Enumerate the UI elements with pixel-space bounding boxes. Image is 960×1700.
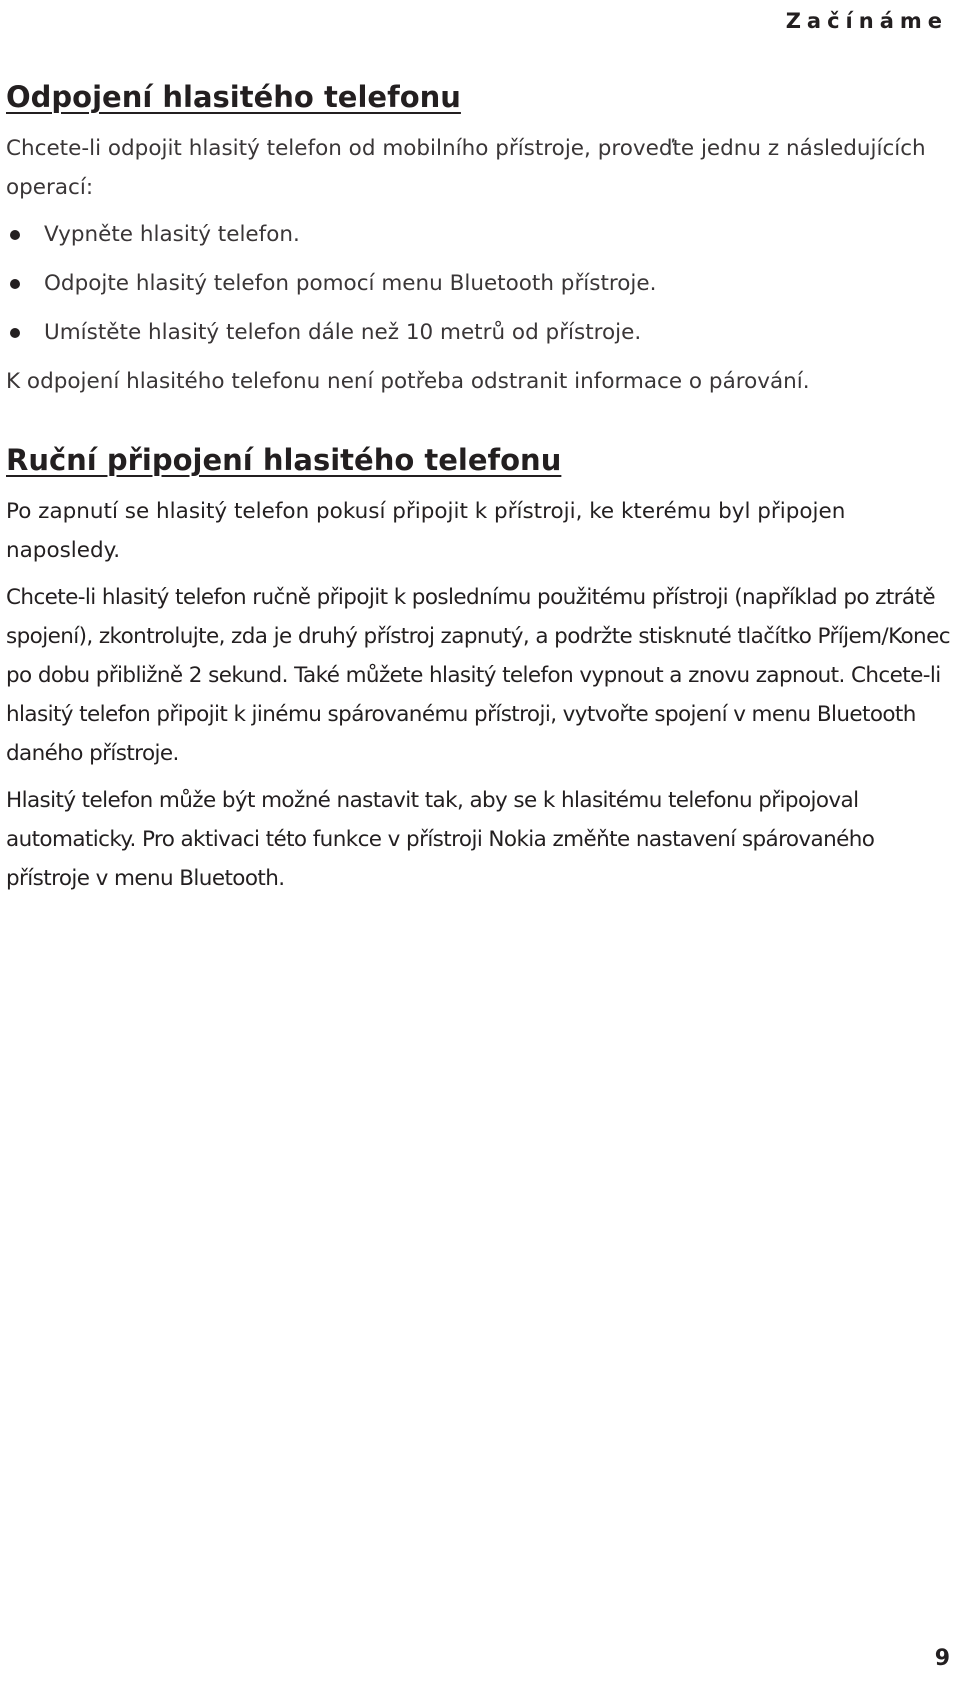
running-header: Začínáme — [785, 9, 948, 33]
section-disconnect — [6, 78, 951, 401]
paragraph: Chcete-li hlasitý telefon ručně připojit k poslednímu použitému přístroji (například po ztrátě spojení), zkontrolujte, zda je druhý přístroj zapnutý, a podržte stisknuté tlačítko Příjem/Konec po dobu přibližně 2 sekund. Také můžete hlasitý telefon vypnout a znovu zapnout. Chcete-li hlasitý telefon připojit k jinému spárovanému přístroji, vytvořte spojení v menu Bluetooth daného přístroje. — [6, 585, 950, 767]
section-note: K odpojení hlasitého telefonu není potřeba odstranit informace o párování. — [6, 369, 810, 395]
list-item: Vypněte hlasitý telefon. — [6, 215, 951, 254]
section-intro: Chcete-li odpojit hlasitý telefon od mobilního přístroje, proveďte jednu z následujících operací: — [6, 136, 926, 201]
section-heading-disconnect: Odpojení hlasitého telefonu — [6, 80, 461, 114]
list-item: Umístěte hlasitý telefon dále než 10 metrů od přístroje. — [6, 313, 951, 352]
bullet-list — [6, 215, 951, 352]
list-item: Odpojte hlasitý telefon pomocí menu Bluetooth přístroje. — [6, 264, 951, 303]
paragraph: Hlasitý telefon může být možné nastavit tak, aby se k hlasitému telefonu připojoval automaticky. Pro aktivaci této funkce v přístroji Nokia změňte nastavení spárovaného přístroje v menu Bluetooth. — [6, 788, 875, 892]
section-heading-manual-connect: Ruční připojení hlasitého telefonu — [6, 443, 562, 478]
page-content — [6, 78, 951, 906]
page-number: 9 — [934, 1646, 950, 1671]
section-manual-connect — [6, 441, 951, 898]
paragraph: Po zapnutí se hlasitý telefon pokusí připojit k přístroji, ke kterému byl připojen naposledy. — [6, 499, 846, 564]
